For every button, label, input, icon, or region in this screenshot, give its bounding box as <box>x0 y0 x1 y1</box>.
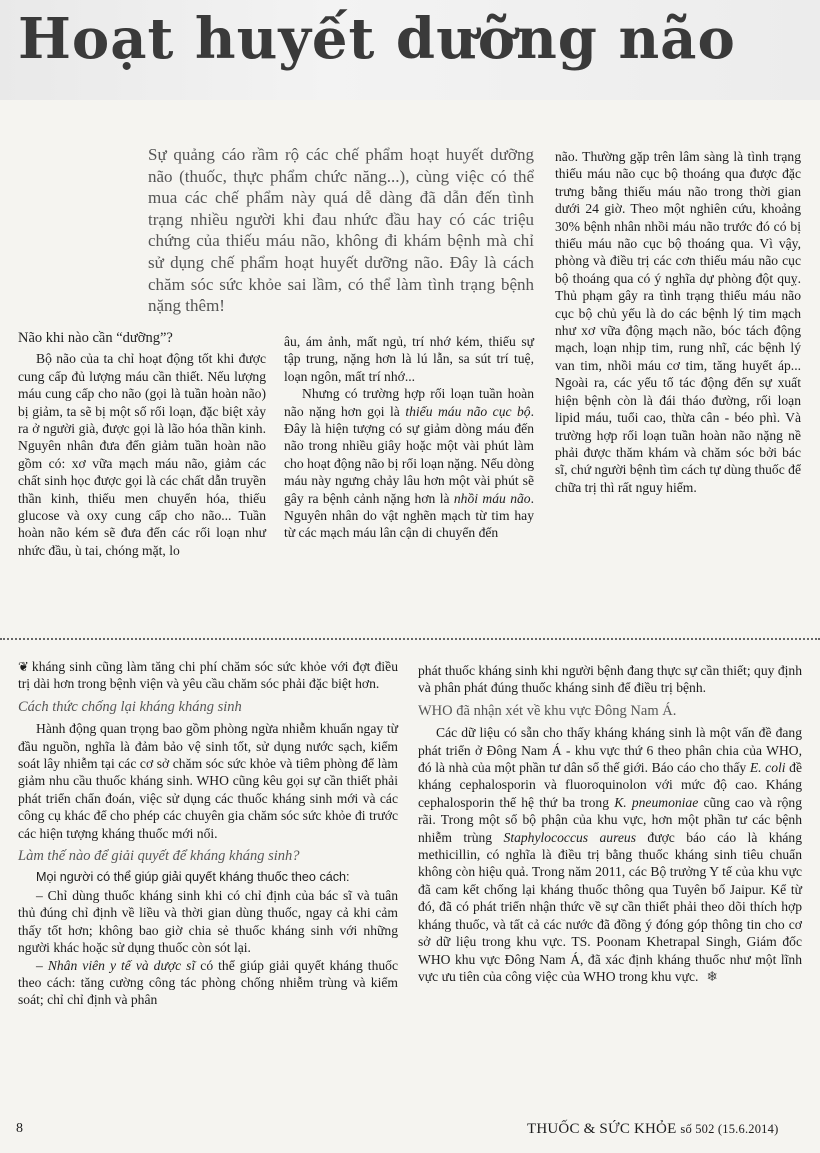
body-paragraph <box>18 957 398 1009</box>
body-paragraph <box>418 724 802 985</box>
section-heading: WHO đã nhận xét về khu vực Đông Nam Á. <box>418 702 677 719</box>
top-column-1 <box>18 330 266 559</box>
text-run: Nhưng có trường hợp rối loạn tuần hoàn não nặng hơn gọi là <box>284 386 534 419</box>
top-column-2 <box>284 333 534 542</box>
body-paragraph: Mọi người có thể giúp giải quyết kháng thuốc theo cách: <box>36 870 350 885</box>
text-run: Các dữ liệu có sẵn cho thấy kháng kháng sinh là một vấn đề đang phát triển ở Đông Nam Á - khu vực thứ 6 theo phân chia của WHO, đó là nhà của một phần tư dân số thế giới. Báo cáo cho thấy <box>418 725 802 776</box>
emphasis-term: – Nhân viên y tế và dược sĩ <box>36 957 196 973</box>
body-paragraph: não. Thường gặp trên lâm sàng là tình trạng thiếu máu não cục bộ thoáng qua được đặc trưng bằng thiếu máu não trong thời gian dưới 24 giờ. Theo một nghiên cứu, khoảng 30% bệnh nhân nhồi máu não trước đó có bị thiếu máu não cục bộ thoáng qua. Vì vậy, phòng và điều trị các cơn thiếu máu não cục bộ thoáng qua có ý nghĩa dự phòng đột quỵ. Thủ phạm gây ra tình trạng thiếu máu não cục bộ chủ yếu là do các bệnh lý tim mạch như xơ vữa động mạch não, bóc tách động mạch, loạn nhịp tim, rung nhĩ, các bệnh lý van tim, nhồi máu cơ tim, tăng huyết áp... Ngoài ra, các yếu tố tác động đến sự xuất hiện bệnh còn là đái tháo đường, rối loạn lipid máu, tuổi cao, thừa cân - béo phì. Và trường hợp rối loạn tuần hoàn não nặng nề phải được thăm khám và chăm sóc bởi bác sĩ, chứ người bệnh tìm cách tự dùng thuốc để chữa trị thì rất nguy hiểm. <box>555 149 801 495</box>
text-run: đề kháng cephalosporin và fluoroquinolon với mức độ cao. Kháng cephalosporin thế hệ thứ ba trong <box>418 760 802 810</box>
leaf-icon: ❦ <box>18 659 29 674</box>
text-run: được báo cáo là kháng methicillin, có nghĩa là điều trị bằng thuốc kháng sinh tiêu chuẩn không còn hiệu quả. Trong năm 2011, các Bộ trưởng Y tế của khu vực đã cam kết chống lại kháng thuốc thông qua Tuyên bố Jaipur. Kể từ đó, đã có phát triển nhận thức về sự cần thiết phải theo dõi thích hợp kháng thuốc, và tất cả các nước đã đồng ý đóng góp thông tin cho cơ sở dữ liệu trong khu vực. TS. Poonam Khetrapal Singh, Giám đốc WHO khu vực Đông Nam Á, đã xác định kháng thuốc như một lĩnh vực ưu tiên của công việc của WHO trong khu vực. <box>418 829 802 984</box>
body-paragraph: Hành động quan trọng bao gồm phòng ngừa nhiễm khuẩn ngay từ đầu nguồn, nghĩa là đảm bảo vệ sinh tốt, sử dụng nước sạch, kiểm soát lây nhiễm tại các cơ sở chăm sóc sức khỏe và tiêm phòng để làm giảm nhu cầu thuốc kháng sinh. WHO cũng kêu gọi sự cần thiết phải phát triển chẩn đoán, việc sử dụng các thuốc kháng sinh mới và các công cụ khác để cho phép các chuyên gia chăm sóc sức khỏe đi trước các hiện tượng kháng thuốc mới nổi. <box>18 721 398 841</box>
body-paragraph: âu, ám ảnh, mất ngủ, trí nhớ kém, thiếu sự tập trung, nặng hơn là lú lẫn, sa sút trí tuệ, loạn ngôn, mất trí nhớ... <box>284 334 534 384</box>
body-paragraph: Bộ não của ta chỉ hoạt động tốt khi được cung cấp đủ lượng máu cần thiết. Nếu lượng máu cung cấp cho não (gọi là tuần hoàn não) bị giảm, ta sẽ bị một số rối loạn, đặc biệt xảy ra ở người già, được gọi là lão hóa thần kinh. Nguyên nhân đưa đến giảm tuần hoàn não gồm có: xơ vữa mạch máu não, giảm các chất sinh học được gọi là các chất dẫn truyền thần kinh, thiếu men chuyển hóa, thiếu glucose và oxy cung cấp cho não... Tuần hoàn não kém sẽ đưa đến các rối loạn như nhức đầu, ù tai, chóng mặt, lo <box>18 351 266 558</box>
snowflake-icon: ❄ <box>706 968 718 984</box>
text-run: . Nguyên nhân do vật nghẽn mạch từ tim hay từ các mạch máu lân cận di chuyển đến <box>284 490 534 541</box>
bottom-column-left <box>18 658 398 1009</box>
section-heading: Não khi nào cần “dưỡng”? <box>18 330 173 346</box>
text-run: có thể giúp giải quyết kháng thuốc theo cách: tăng cường công tác phòng chống nhiễm trùng và kiểm soát; chỉ chỉ định và phân <box>18 957 398 1008</box>
page-title: Hoạt huyết dưỡng não <box>18 6 736 72</box>
footer-publication <box>527 1121 778 1138</box>
section-heading: Làm thế nào để giải quyết để kháng kháng sinh? <box>18 848 300 865</box>
body-paragraph: – Chỉ dùng thuốc kháng sinh khi có chỉ định của bác sĩ và tuân thủ đúng chỉ định về liều và thời gian dùng thuốc, ngay cả khi cảm thấy tốt hơn; không bao giờ chia sẻ thuốc kháng sinh với những người khác hoặc sử dụng thuốc còn sót lại. <box>18 887 398 956</box>
emphasis-term: E. coli <box>749 760 786 776</box>
page-number: 8 <box>16 1121 23 1136</box>
text-run: cũng cao và rộng rãi. Trong một số bộ phận của khu vực, hơn một phần tư các bệnh nhiễm trùng <box>418 794 803 845</box>
body-paragraph: phát thuốc kháng sinh khi người bệnh đang thực sự cần thiết; quy định và phân phát đúng thuốc kháng sinh để điều trị bệnh. <box>418 663 802 696</box>
body-paragraph <box>18 658 398 693</box>
text-run: kháng sinh cũng làm tăng chi phí chăm sóc sức khỏe với đợt điều trị dài hơn trong bệnh viện và yêu cầu chăm sóc phải đặc biệt hơn. <box>18 659 398 692</box>
section-divider <box>0 638 820 640</box>
emphasis-term: K. pneumoniae <box>614 794 699 810</box>
section-heading: Cách thức chống lại kháng kháng sinh <box>18 698 242 715</box>
issue-label: số 502 (15.6.2014) <box>680 1122 779 1136</box>
emphasis-term: nhồi máu não <box>453 490 531 506</box>
emphasis-term: thiếu máu não cục bộ <box>405 403 531 419</box>
lead-paragraph: Sự quảng cáo rầm rộ các chế phẩm hoạt huyết dưỡng não (thuốc, thực phẩm chức năng...), cùng việc có thể mua các chế phẩm này quá dễ dàng đã dẫn đến tình trạng nhiều người khi đau nhức đầu hay có các triệu chứng của thiếu máu não, không đi khám bệnh mà chỉ sử dụng chế phẩm hoạt huyết dưỡng não. Đây là cách chăm sóc sức khỏe sai lầm, có thể làm tình trạng bệnh nặng thêm! <box>148 145 534 316</box>
emphasis-term: Staphylococcus aureus <box>503 829 636 845</box>
text-run: . Đây là hiện tượng có sự giảm dòng máu đến não trong nhiều giây hoặc một vài phút làm cho hoạt động não bị rối loạn nặng. Nếu dòng máu này ngưng chảy lâu hơn một vài phút sẽ gây ra bệnh cảnh nặng hơn là <box>284 403 534 506</box>
publication-name: THUỐC & SỨC KHỎE <box>527 1121 677 1137</box>
bottom-column-right <box>418 662 802 985</box>
body-paragraph <box>284 385 534 542</box>
top-column-3 <box>555 148 801 496</box>
